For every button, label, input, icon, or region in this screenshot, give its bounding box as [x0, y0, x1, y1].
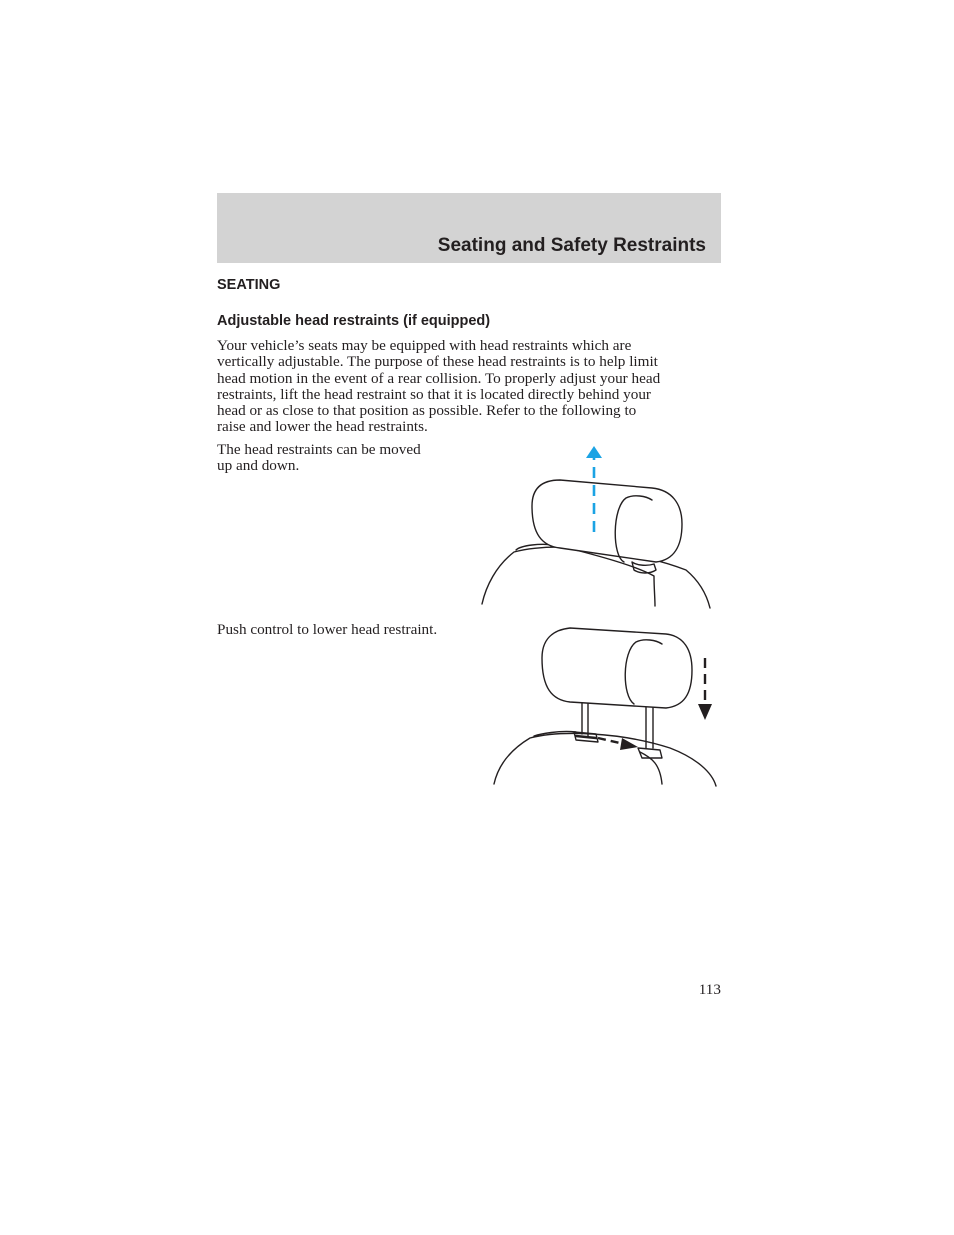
push-arrow-icon	[598, 738, 638, 750]
caption-line: up and down.	[217, 457, 300, 475]
page-number: 113	[698, 981, 721, 998]
intro-line: head or as close to that position as possible. Refer to the following to	[217, 402, 637, 420]
header-band	[217, 193, 721, 263]
caption-line: The head restraints can be moved	[217, 441, 421, 458]
intro-line: raise and lower the head restraints.	[217, 418, 428, 436]
intro-line: restraints, lift the head restraint so that it is located directly behind your	[217, 385, 651, 403]
caption-line: Push control to lower head restraint.	[217, 621, 438, 638]
figure-caption-lower	[217, 622, 437, 638]
intro-paragraph	[217, 338, 723, 436]
figure-caption-raise	[217, 442, 421, 475]
intro-line: head motion in the event of a rear collision. To properly adjust your head	[217, 369, 661, 387]
head-restraint-lower-illustration	[490, 622, 722, 790]
lower-arrow-icon	[698, 658, 712, 720]
page-title: Seating and Safety Restraints	[437, 235, 706, 256]
section-heading: SEATING	[217, 277, 281, 293]
intro-line: Your vehicle’s seats may be equipped with head restraints which are	[217, 337, 632, 354]
intro-line: vertically adjustable. The purpose of these head restraints is to help limit	[217, 353, 658, 371]
head-restraint-raise-illustration	[478, 444, 722, 610]
sub-heading: Adjustable head restraints (if equipped)	[217, 313, 491, 329]
